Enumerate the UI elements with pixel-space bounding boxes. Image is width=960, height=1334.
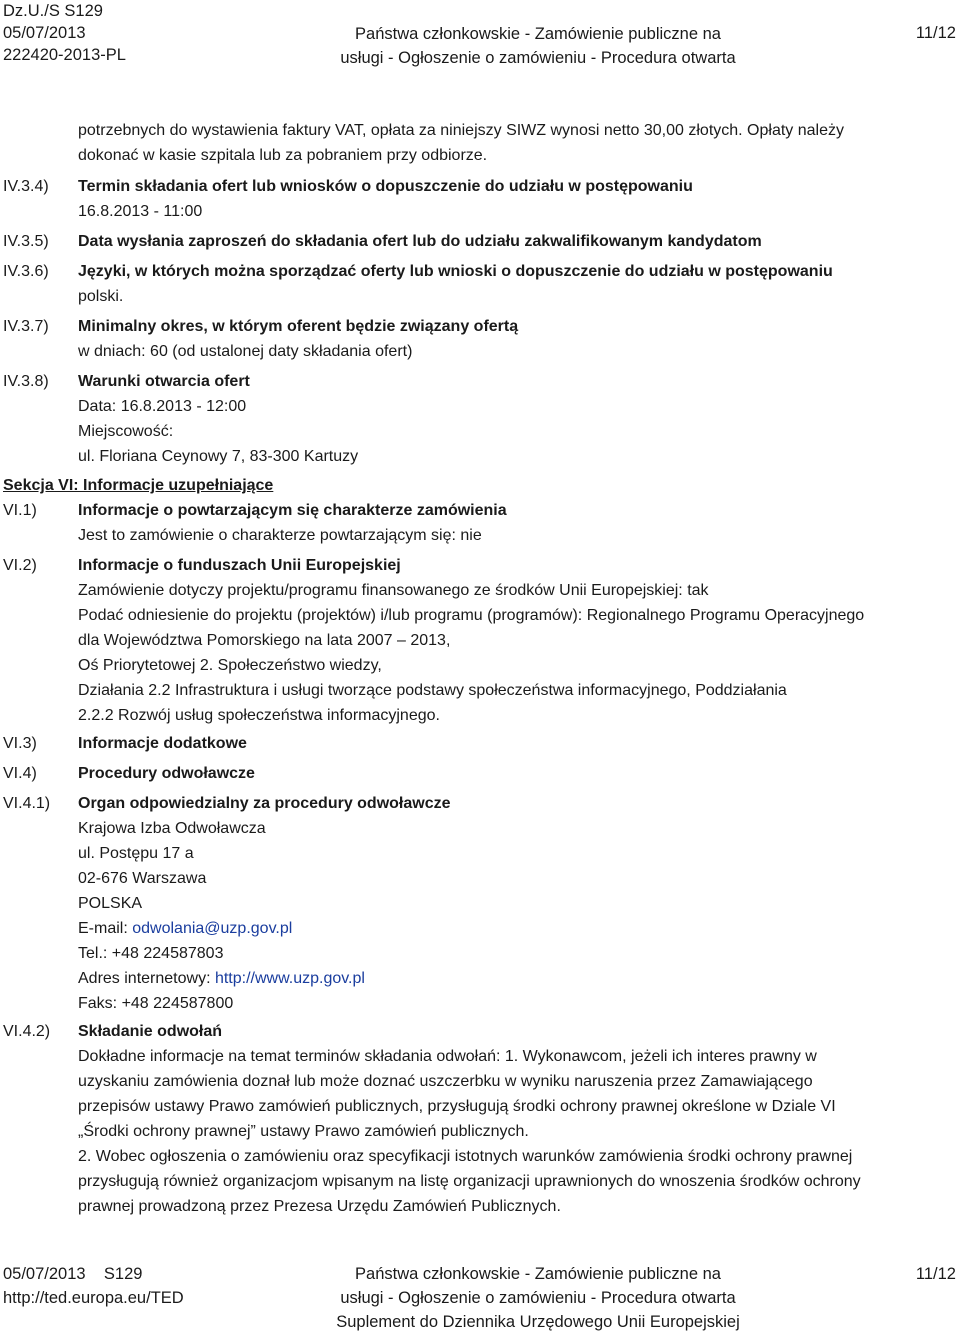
section-number: VI.2) (3, 557, 37, 574)
document-id: 222420-2013-PL (3, 46, 126, 64)
place-label: Miejscowość: (78, 423, 174, 440)
section-value: w dniach: 60 (od ustalonej daty składania ofert) (78, 343, 413, 360)
appeal-line: Dokładne informacje na temat terminów składania odwołań: 1. Wykonawcom, jeżeli ich interes prawny w (78, 1048, 817, 1065)
phone: Tel.: +48 224587803 (78, 945, 224, 962)
fee-paragraph (78, 118, 956, 168)
opening-date: Data: 16.8.2013 - 12:00 (78, 398, 247, 415)
appeal-line: przysługują również organizacjom wpisanym na listę organizacji uprawnionych do wnoszenia środków ochrony (78, 1173, 861, 1190)
footer-page-number: 11/12 (915, 1265, 956, 1283)
section-value: polski. (78, 288, 124, 305)
footer-title-line3: Suplement do Dziennika Urzędowego Unii Europejskiej (336, 1313, 740, 1331)
section-number: VI.3) (3, 735, 37, 752)
appeal-line: prawnej prowadzoną przez Prezesa Urzędu Zamówień Publicznych. (78, 1198, 561, 1215)
section-vi-2 (78, 553, 956, 728)
section-vi-heading: Sekcja VI: Informacje uzupełniające (3, 477, 274, 494)
website-link[interactable]: http://www.uzp.gov.pl (214, 970, 365, 987)
header-title-line2: usługi - Ogłoszenie o zamówieniu - Procedura otwarta (340, 49, 736, 67)
footer-title (0, 1262, 960, 1334)
footer-url[interactable]: http://ted.europa.eu/TED (3, 1289, 184, 1307)
eu-funds-line: dla Województwa Pomorskiego na lata 2007 – 2013, (78, 632, 451, 649)
section-number: VI.1) (3, 502, 37, 519)
footer-title-line2: usługi - Ogłoszenie o zamówieniu - Procedura otwarta (340, 1289, 736, 1307)
section-title: Termin składania ofert lub wniosków o dopuszczenie do udziału w postępowaniu (78, 178, 693, 195)
fee-line: potrzebnych do wystawienia faktury VAT, opłata za niniejszy SIWZ wynosi netto 30,00 złotych. Opłaty należy (78, 122, 844, 139)
email-row (78, 916, 956, 941)
section-title: Minimalny okres, w którym oferent będzie związany ofertą (78, 318, 519, 335)
section-iv-3-5 (78, 229, 956, 254)
appeal-line: przepisów ustawy Prawo zamówień publicznych, przysługują środki ochrony prawnej określone w Dziale VI (78, 1098, 836, 1115)
organ-country: POLSKA (78, 895, 143, 912)
eu-funds-line: Oś Priorytetowej 2. Społeczeństwo wiedzy, (78, 657, 382, 674)
section-number: IV.3.8) (3, 373, 49, 390)
website-row (78, 966, 956, 991)
header-page-number: 11/12 (915, 24, 956, 42)
email-link[interactable]: odwolania@uzp.gov.pl (132, 920, 293, 937)
journal-ref: Dz.U./S S129 (3, 2, 103, 20)
section-title: Informacje o powtarzającym się charakterze zamówienia (78, 502, 507, 519)
section-value: Jest to zamówienie o charakterze powtarzającym się: nie (78, 527, 482, 544)
section-title: Organ odpowiedzialny za procedury odwoławcze (78, 795, 451, 812)
page-header (0, 0, 960, 75)
footer-title-line1: Państwa członkowskie - Zamówienie publiczne na (355, 1265, 721, 1283)
section-title: Składanie odwołań (78, 1023, 223, 1040)
section-number: VI.4) (3, 765, 37, 782)
section-iv-3-6 (78, 259, 956, 309)
section-iv-3-8 (78, 369, 956, 469)
section-number: IV.3.7) (3, 318, 49, 335)
section-number: IV.3.6) (3, 263, 49, 280)
section-title: Języki, w których można sporządzać oferty lub wnioski o dopuszczenie do udziału w postępowaniu (78, 263, 833, 280)
fax: Faks: +48 224587800 (78, 995, 234, 1012)
section-value: 16.8.2013 - 11:00 (78, 203, 203, 220)
section-vi-4-1 (78, 791, 956, 1016)
email-label: E-mail: (78, 920, 133, 937)
eu-funds-line: Podać odniesienie do projektu (projektów) i/lub programu (programów): Regionalnego Programu Operacyjnego (78, 607, 865, 624)
section-number: VI.4.1) (3, 795, 51, 812)
appeal-line: 2. Wobec ogłoszenia o zamówieniu oraz specyfikacji istotnych warunków zamówienia środki ochrony prawnej (78, 1148, 853, 1165)
appeal-line: „Środki ochrony prawnej” ustawy Prawo zamówień publicznych. (78, 1123, 529, 1140)
section-vi-4-title: Procedury odwoławcze (78, 765, 255, 782)
website-label: Adres internetowy: (78, 970, 215, 987)
section-title: Informacje o funduszach Unii Europejskiej (78, 557, 401, 574)
section-number: IV.3.5) (3, 233, 49, 250)
appeal-line: uzyskaniu zamówienia doznał lub może doznać uszczerbku w wyniku naruszenia przez Zamawiającego (78, 1073, 813, 1090)
section-iv-3-7 (78, 314, 956, 364)
section-vi-3-title: Informacje dodatkowe (78, 735, 247, 752)
fee-line: dokonać w kasie szpitala lub za pobraniem przy odbiorze. (78, 147, 488, 164)
header-title (0, 22, 960, 70)
header-date: 05/07/2013 (3, 24, 86, 42)
page-footer (0, 1262, 960, 1334)
place-value: ul. Floriana Ceynowy 7, 83-300 Kartuzy (78, 448, 359, 465)
organ-city: 02-676 Warszawa (78, 870, 207, 887)
organ-street: ul. Postępu 17 a (78, 845, 194, 862)
section-iv-3-4 (78, 174, 956, 224)
section-number: IV.3.4) (3, 178, 49, 195)
eu-funds-line: Zamówienie dotyczy projektu/programu finansowanego ze środków Unii Europejskiej: tak (78, 582, 709, 599)
eu-funds-line: 2.2.2 Rozwój usług społeczeństwa informacyjnego. (78, 707, 440, 724)
section-title: Warunki otwarcia ofert (78, 373, 250, 390)
section-number: VI.4.2) (3, 1023, 51, 1040)
section-title: Data wysłania zaproszeń do składania ofert lub do udziału zakwalifikowanym kandydatom (78, 233, 762, 250)
eu-funds-line: Działania 2.2 Infrastruktura i usługi tworzące podstawy społeczeństwa informacyjnego, Poddziałania (78, 682, 787, 699)
footer-date-issue: 05/07/2013 S129 (3, 1265, 143, 1283)
section-vi-4-2 (78, 1019, 956, 1219)
organ-name: Krajowa Izba Odwoławcza (78, 820, 266, 837)
header-title-line1: Państwa członkowskie - Zamówienie publiczne na (355, 25, 721, 43)
section-vi-1 (78, 498, 956, 548)
